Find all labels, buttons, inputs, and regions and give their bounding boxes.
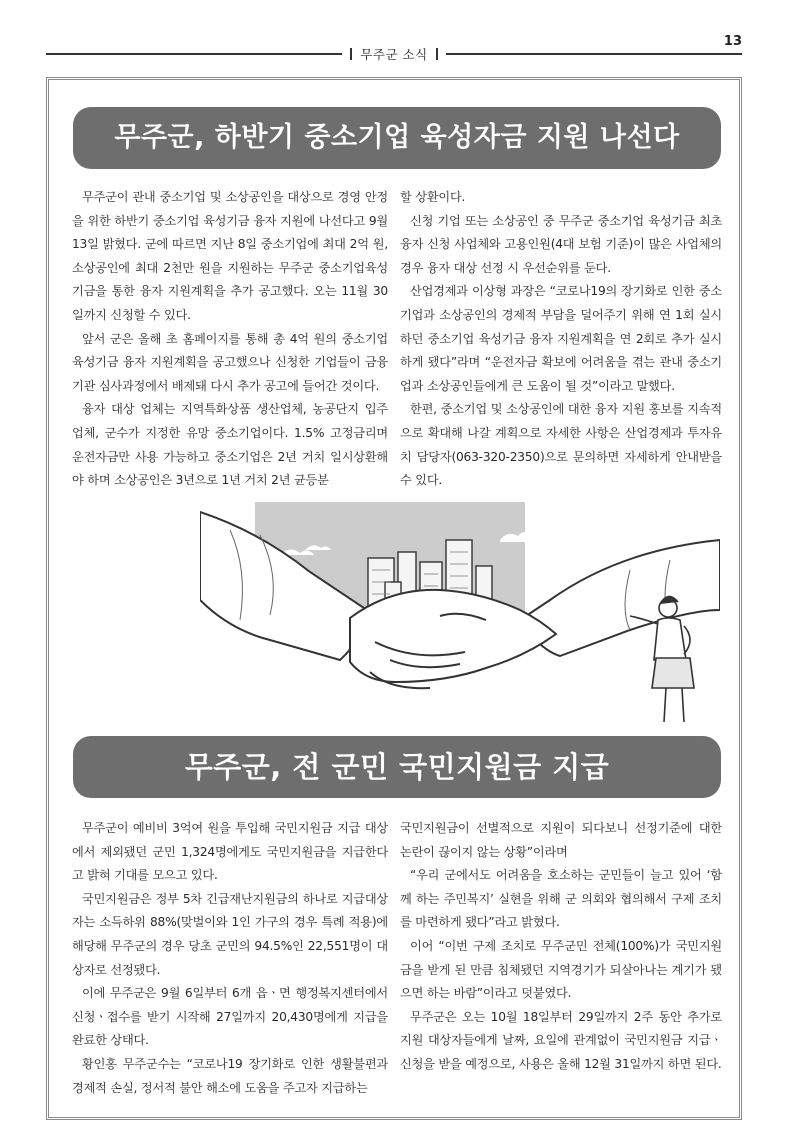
section-label-wrap: [0, 44, 788, 63]
article1-left-column: [72, 186, 388, 493]
article2-right-paragraph: 국민지원금이 선별적으로 지원이 되다보니 선정기준에 대한 논란이 끊이지 않는 상황”이라며: [400, 821, 722, 859]
article2-left-paragraph: 국민지원금은 정부 5차 긴급재난지원금의 하나로 지급대상자는 소득하위 88%(맞벌이와 1인 가구의 경우 특례 적용)에 해당해 무주군의 경우 당초 군민의 94.5%인 22,551명이 대상자로 선정됐다.: [72, 891, 388, 977]
article2-right-paragraph: 이어 “이번 구제 조치로 무주군민 전체(100%)가 국민지원금을 받게 된 만큼 침체됐던 지역경기가 되살아나는 계기가 됐으면 하는 바람”이라고 덧붙였다.: [400, 938, 722, 1001]
article1-left-paragraph: 융자 대상 업체는 지역특화상품 생산업체, 농공단지 입주 업체, 군수가 지정한 유망 중소기업이다. 1.5% 고정금리며 운전자금만 사용 가능하고 중소기업은 2년 거치 일시상환해야 하며 소상공인은 3년으로 1년 거치 2년 균등분: [72, 402, 388, 488]
article2-left-paragraph: 이에 무주군은 9월 6일부터 6개 읍ㆍ면 행정복지센터에서 신청ㆍ접수를 받기 시작해 27일까지 20,430명에게 지급을 완료한 상태다.: [72, 986, 388, 1048]
article1-right-paragraph: 산업경제과 이상형 과장은 “코로나19의 장기화로 인한 중소기업과 소상공인의 경제적 부담을 덜어주기 위해 연 1회 실시하던 중소기업 육성기금 융자 지원계획을 연 2회로 추가 실시하게 됐다”라며 “운전자금 확보에 어려움을 겪는 관내 중소기업과 소상공인들에게 큰 도움이 될 것”이라고 말했다.: [400, 284, 722, 393]
article1-right-paragraph: 할 상환이다.: [400, 190, 466, 204]
article2-left-paragraph: 황인홍 무주군수는 “코로나19 장기화로 인한 생활불편과 경제적 손실, 정서적 불안 해소에 도움을 주고자 지급하는: [72, 1056, 388, 1095]
article2-right-paragraph: 무주군은 오는 10월 18일부터 29일까지 2주 동안 추가로 지원 대상자들에게 날짜, 요일에 관계없이 국민지원금 지급ㆍ신청을 받을 예정으로, 사용은 올해 12월 31일까지 하면 된다.: [400, 1009, 722, 1071]
article1-right-column: [400, 186, 722, 493]
article2-right-column: [400, 817, 722, 1077]
section-label: 무주군 소식: [342, 47, 445, 62]
article2-headline: 무주군, 전 군민 국민지원금 지급: [73, 736, 721, 798]
article1-left-paragraph: 앞서 군은 올해 초 홈페이지를 통해 총 4억 원의 중소기업 육성기금 융자 지원계획을 공고했으나 신청한 기업들이 금융기관 심사과정에서 배제돼 다시 추가 공고에 들어간 것이다.: [72, 331, 388, 393]
handshake-city-illustration: [200, 500, 720, 730]
page-number: 13: [723, 34, 742, 49]
article2-left-column: [72, 817, 388, 1100]
article2-right-paragraph: “우리 군에서도 어려움을 호소하는 군민들이 늘고 있어 ‘함께 하는 주민복지’ 실현을 위해 군 의회와 협의해서 구제 조치를 마련하게 됐다”라고 밝혔다.: [400, 868, 722, 930]
article1-left-paragraph: 무주군이 관내 중소기업 및 소상공인을 대상으로 경영 안정을 위한 하반기 중소기업 육성기금 융자 지원에 나선다고 9월 13일 밝혔다. 군에 따르면 지난 8일 중소기업에 최대 2억 원, 소상공인에 최대 2천만 원을 지원하는 무주군 중소기업육성기금을 통한 융자 지원계획을 추가 공고했다. 오는 11월 30일까지 신청할 수 있다.: [72, 190, 388, 322]
article1-right-paragraph: 신청 기업 또는 소상공인 중 무주군 중소기업 육성기금 최초 융자 신청 사업체와 고용인원(4대 보험 기준)이 많은 사업체의 경우 융자 대상 선정 시 우선순위를 둔다.: [400, 213, 722, 275]
handshake-hands: [350, 590, 556, 688]
article1-headline: 무주군, 하반기 중소기업 육성자금 지원 나선다: [73, 107, 721, 169]
article1-right-paragraph: 한편, 중소기업 및 소상공인에 대한 융자 지원 홍보를 지속적으로 확대해 나갈 계획으로 자세한 사항은 산업경제과 투자유치 담당자(063-320-2350)으로 문의하면 자세하게 안내받을 수 있다.: [400, 402, 722, 488]
article2-left-paragraph: 무주군이 예비비 3억여 원을 투입해 국민지원금 지급 대상에서 제외됐던 군민 1,324명에게도 국민지원금을 지급한다고 밝혀 기대를 모으고 있다.: [72, 821, 388, 883]
